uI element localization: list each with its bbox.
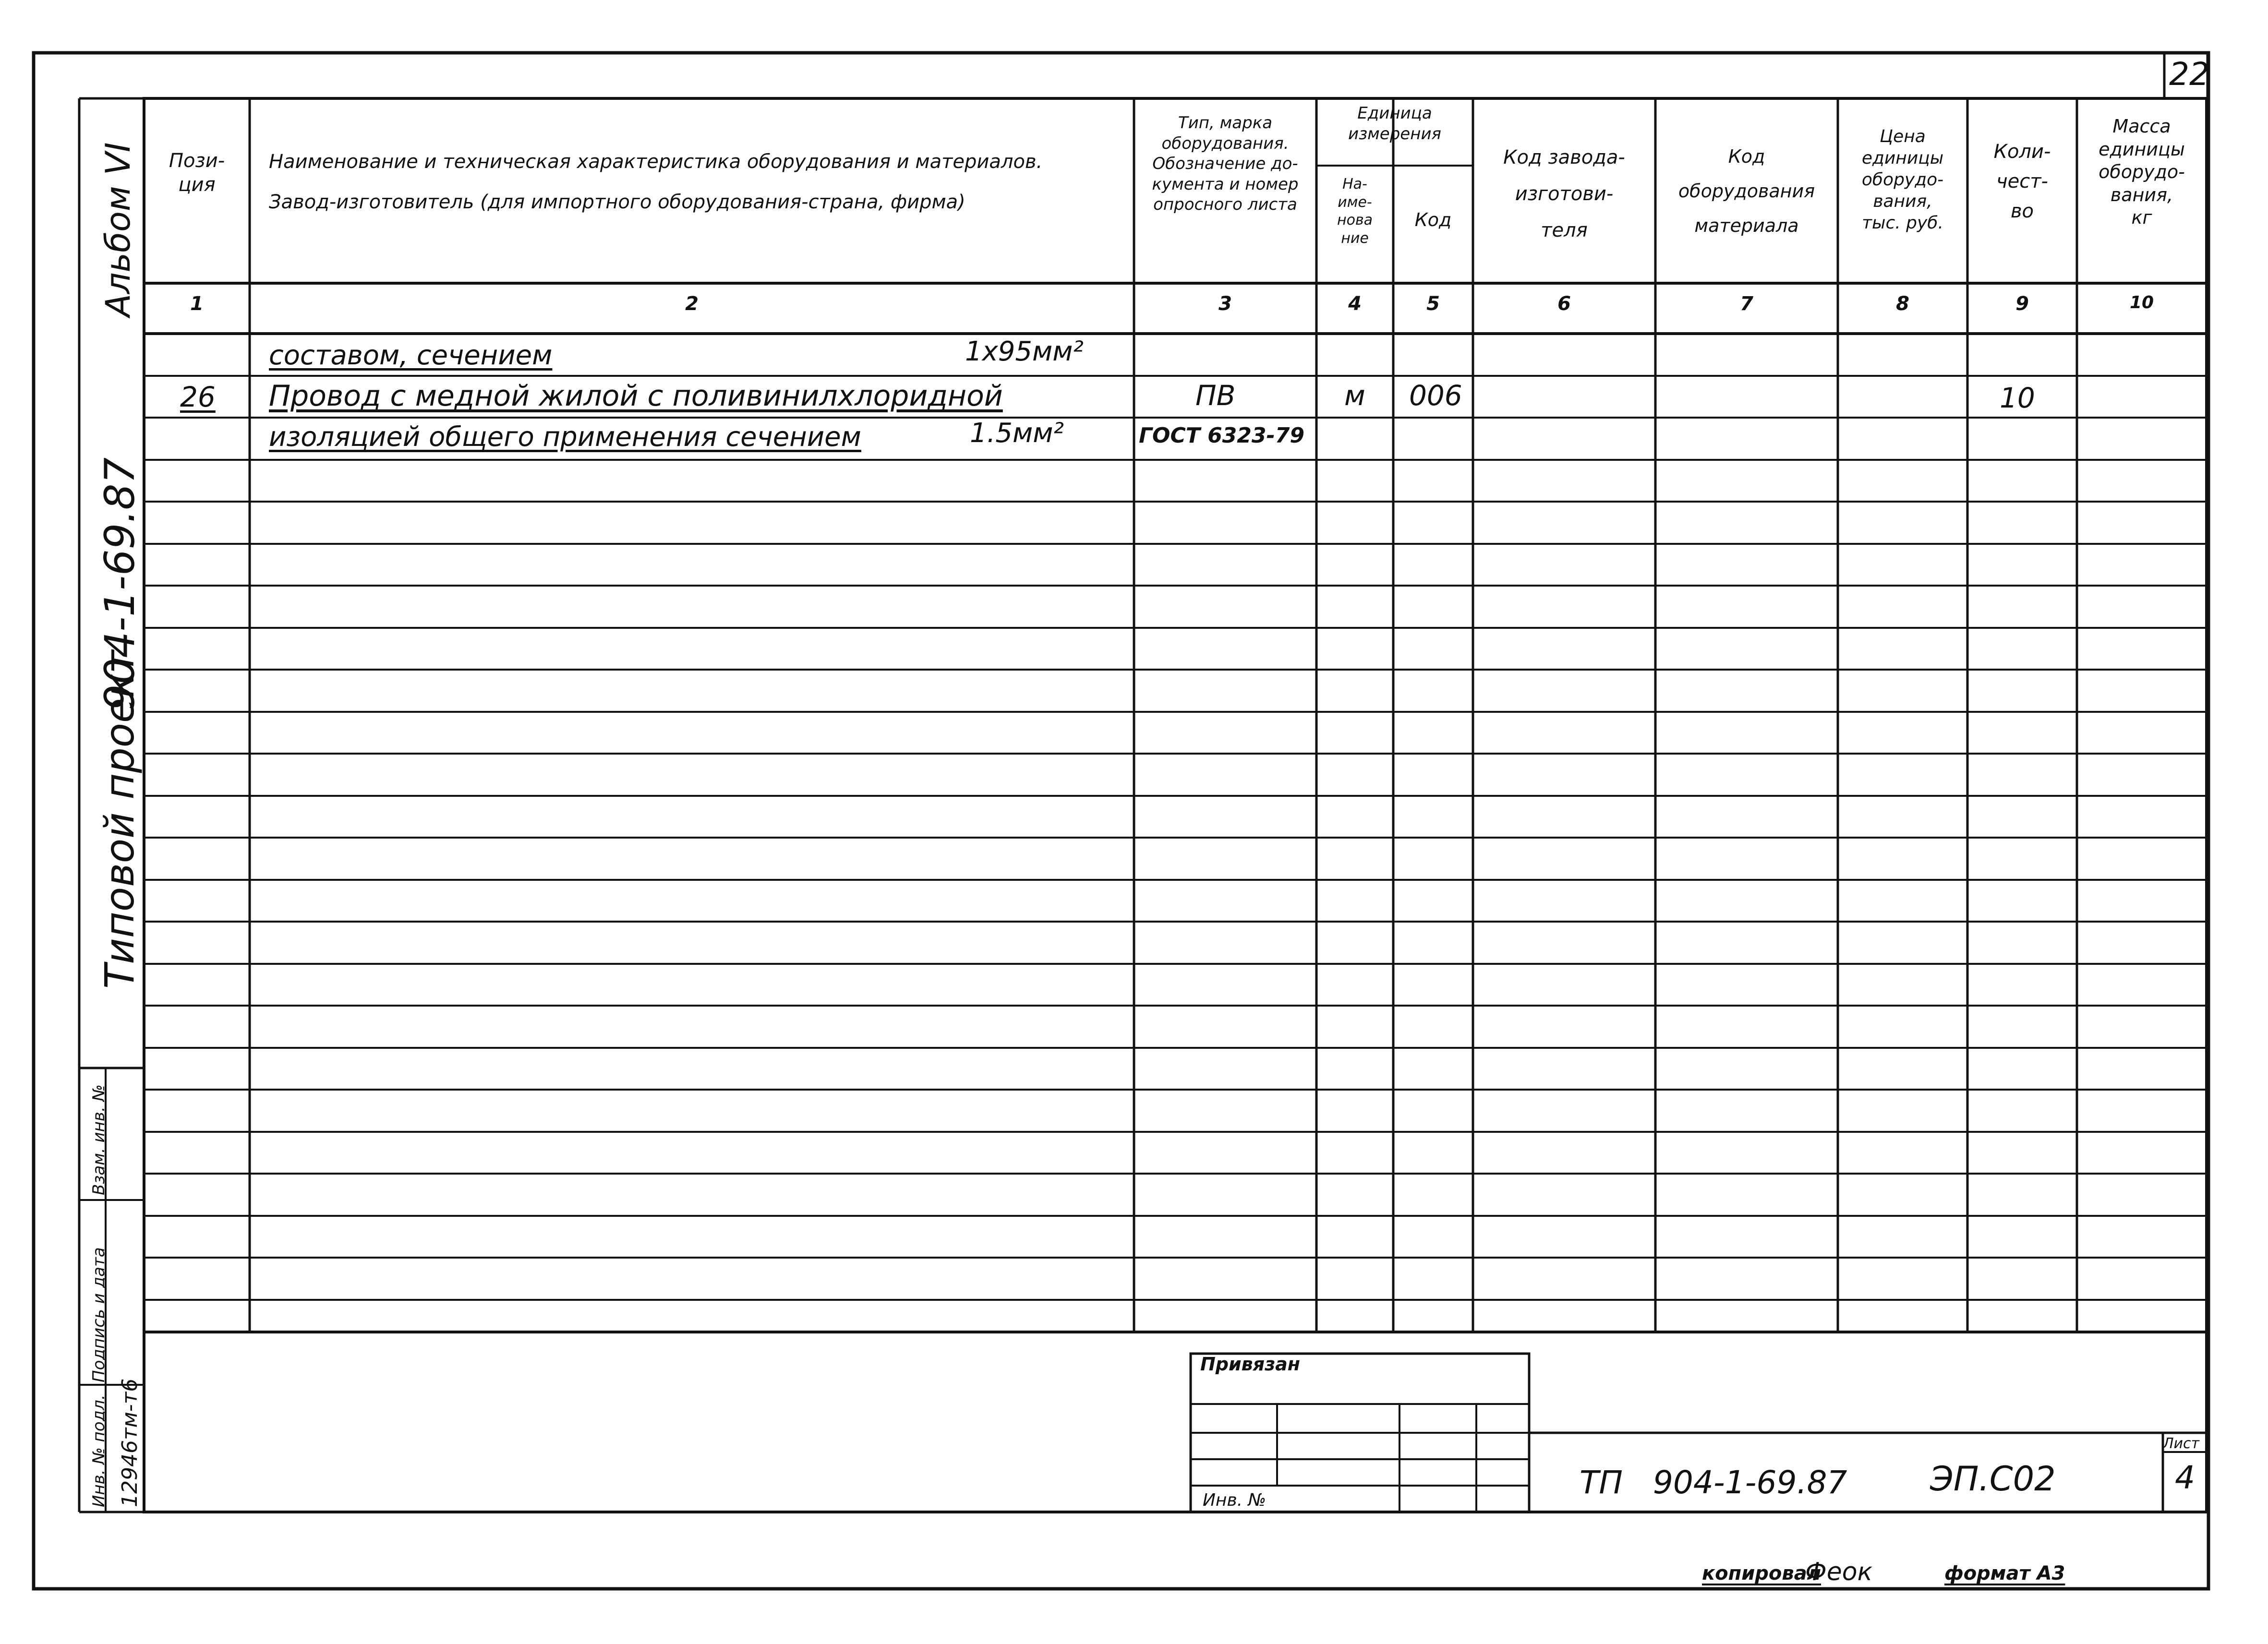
row2-quantity: 10 [2000,382,2035,414]
document-code: ТП 904-1-69.87 [1580,1464,1847,1501]
list-number: 4 [2175,1459,2195,1496]
stamp-field-replace-inv: Взам. инв. № [89,1084,109,1195]
col-header-mass: Масса единицы оборудо- вания, кг [2099,116,2185,228]
privyazan-inv-label: Инв. № [1203,1490,1267,1510]
row3-type-standard: ГОСТ 6323-79 [1139,423,1305,448]
sheet-number-box [2164,53,2208,96]
col-header-name: Наименование и техническая характеристика оборудования и материалов. Завод-изготовитель (для импортного оборудования-страна, фирма) [269,151,1043,213]
col-number-6: 6 [1557,293,1571,315]
project-label: Типовой проект [96,650,143,989]
col-header-equipment-code: Код оборудования материала [1678,146,1815,237]
row2-position: 26 [180,381,216,413]
col-number-9: 9 [2015,293,2029,315]
col-number-5: 5 [1426,293,1440,315]
footer-copier-signature: Феок [1805,1558,1872,1586]
row3-name: изоляцией общего применения сечением [269,421,861,453]
col-number-3: 3 [1218,293,1232,315]
row2-code: 006 [1409,379,1462,412]
privyazan-label: Привязан [1200,1354,1301,1375]
col-header-quantity: Коли- чест- во [1993,141,2051,222]
col-header-unit-code: Код [1414,209,1452,230]
col-number-2: 2 [685,293,699,315]
col-header-unit-name: На- име- нова ние [1337,176,1373,247]
col-header-manufacturer-code: Код завода- изготови- теля [1503,146,1625,241]
col-header-unit-group: Единица измерения [1348,104,1442,144]
inv-number: 12946тм-т6 [118,1378,142,1507]
sheet-number: 22 [2169,56,2209,93]
col-number-1: 1 [190,293,204,315]
row3-name-section: 1.5мм² [970,418,1064,449]
col-number-4: 4 [1348,293,1362,315]
list-label: Лист [2163,1435,2200,1452]
sheet-code: ЭП.С02 [1930,1459,2056,1499]
album-label: Альбом VI [98,142,138,317]
col-header-price: Цена единицы оборудо- вания, тыс. руб. [1861,127,1944,233]
project-code: 904-1-69.87 [96,457,144,710]
footer-format: формат А3 [1944,1562,2065,1584]
col-header-type: Тип, марка оборудования. Обозначение до- кумента и номер опросного листа [1152,113,1299,214]
row2-name: Провод с медной жилой с поливинилхлоридной [269,379,1003,413]
row1-name: составом, сечением [269,340,553,371]
row1-name-section: 1х95мм² [965,336,1084,367]
col-number-10: 10 [2129,293,2154,312]
row2-unit: м [1344,379,1365,412]
stamp-field-inv-original: Инв. № подл. [89,1394,109,1507]
col-header-position: Пози- ция [169,150,225,196]
row2-type: ПВ [1195,379,1236,412]
col-number-8: 8 [1896,293,1909,315]
footer-copied-label: копировал [1702,1562,1822,1584]
stamp-field-signature-date: Подпись и дата [89,1247,109,1382]
col-number-7: 7 [1740,293,1753,315]
